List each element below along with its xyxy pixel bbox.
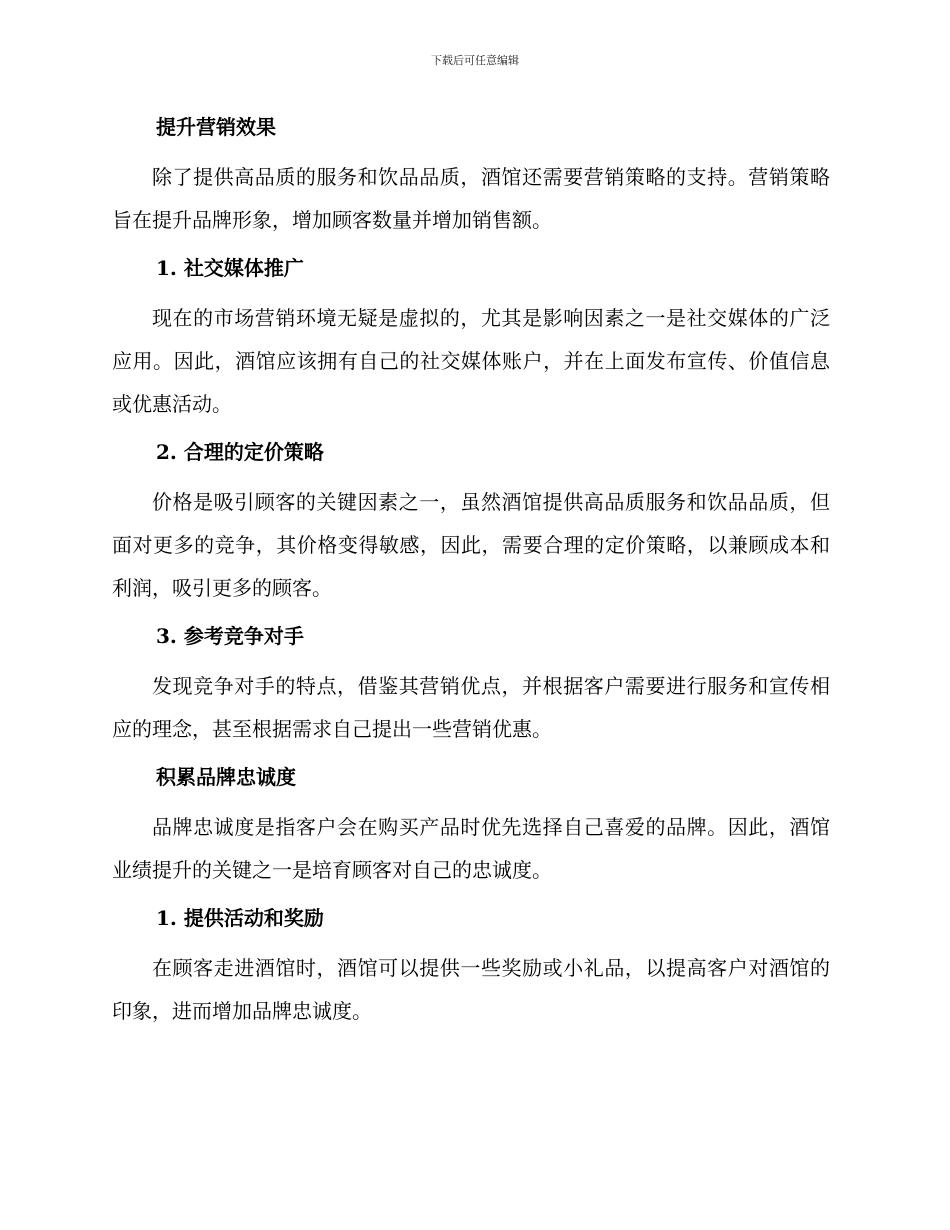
- paragraph-rewards: 在顾客走进酒馆时，酒馆可以提供一些奖励或小礼品，以提高客户对酒馆的印象，进而增加品牌忠诚度。: [112, 956, 830, 1023]
- document-body: [112, 108, 830, 1033]
- subheading-pricing: 2. 合理的定价策略: [156, 440, 324, 464]
- paragraph-marketing-intro: 除了提供高品质的服务和饮品品质，酒馆还需要营销策略的支持。营销策略旨在提升品牌形象，增加顾客数量并增加销售额。: [112, 165, 830, 232]
- subheading-rewards: 1. 提供活动和奖励: [156, 906, 324, 930]
- paragraph-social-media: 现在的市场营销环境无疑是虚拟的，尤其是影响因素之一是社交媒体的广泛应用。因此，酒馆应该拥有自己的社交媒体账户，并在上面发布宣传、价值信息或优惠活动。: [112, 306, 830, 416]
- paragraph-competitors: 发现竞争对手的特点，借鉴其营销优点，并根据客户需要进行服务和宣传相应的理念，甚至根据需求自己提出一些营销优惠。: [112, 674, 830, 741]
- page-header: 下载后可任意编辑: [431, 54, 519, 67]
- subheading-competitors: 3. 参考竞争对手: [156, 624, 304, 648]
- subheading-social-media: 1. 社交媒体推广: [156, 256, 304, 280]
- section-heading-loyalty: 积累品牌忠诚度: [156, 765, 296, 789]
- section-heading-marketing: 提升营销效果: [156, 115, 276, 139]
- paragraph-pricing: 价格是吸引顾客的关键因素之一，虽然酒馆提供高品质服务和饮品品质，但面对更多的竞争，其价格变得敏感，因此，需要合理的定价策略，以兼顾成本和利润，吸引更多的顾客。: [112, 490, 830, 600]
- paragraph-loyalty-intro: 品牌忠诚度是指客户会在购买产品时优先选择自己喜爱的品牌。因此，酒馆业绩提升的关键之一是培育顾客对自己的忠诚度。: [112, 815, 830, 882]
